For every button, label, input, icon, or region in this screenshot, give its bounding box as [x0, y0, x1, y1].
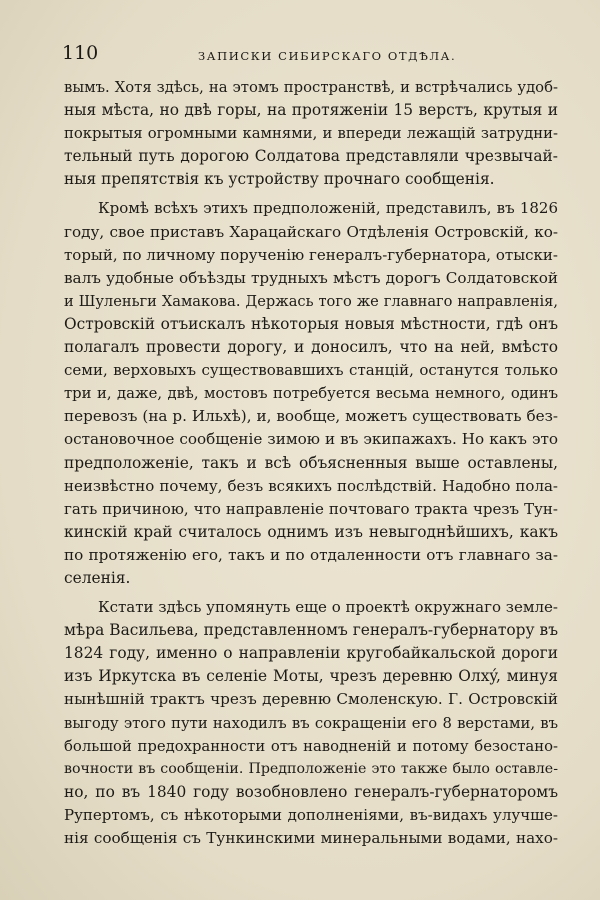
text-line: кинскій край считалось однимъ изъ невыгоднѣйшихъ, какъ: [64, 522, 558, 541]
text-line: неизвѣстно почему, безъ всякихъ послѣдствій. Надобно пола-: [64, 476, 558, 495]
text-line: нынѣшній трактъ чрезъ деревню Смоленскую. Г. Островскій: [64, 690, 558, 709]
text-line: покрытыя огромными камнями, и впереди лежащій затрудни-: [64, 125, 558, 143]
body-text: [64, 76, 558, 850]
text-line: ныя препятствія къ устройству прочнаго сообщенія.: [64, 170, 495, 189]
text-line: по протяженію его, такъ и по отдаленности отъ главнаго за-: [64, 545, 558, 564]
text-line: торый, по личному порученію генералъ-губернатора, отыски-: [64, 245, 558, 264]
paragraph-2: [64, 197, 558, 590]
text-line: нія сообщенія съ Тункинскими минеральными водами, нахо-: [64, 829, 558, 847]
text-line: селенія.: [64, 568, 131, 587]
text-line: гать причиною, что направленіе почтоваго тракта чрезъ Тун-: [64, 499, 558, 518]
text-line: ныя мѣста, но двѣ горы, на протяженіи 15 верстъ, крутыя и: [64, 101, 558, 120]
text-line: перевозъ (на р. Ильхѣ), и, вообще, можетъ существовать без-: [64, 407, 558, 426]
text-line: остановочное сообщеніе зимою и въ экипажахъ. Но какъ это: [64, 430, 558, 449]
text-line: три и, даже, двѣ, мостовъ потребуется весьма немного, одинъ: [64, 385, 558, 403]
page-number: 110: [62, 42, 99, 64]
text-line: мѣра Васильева, представленномъ генералъ-губернатору въ: [64, 621, 558, 640]
text-line: полагалъ провести дорогу, и доносилъ, что на ней, вмѣсто: [64, 338, 558, 357]
text-line: 1824 году, именно о направленіи кругобайкальской дороги: [64, 644, 558, 663]
text-line: но, по въ 1840 году возобновлено генералъ-губернаторомъ: [64, 782, 558, 801]
text-line: и Шуленьги Хамакова. Держась того же главнаго направленія,: [64, 292, 558, 310]
text-line: вымъ. Хотя здѣсь, на этомъ пространствѣ, и встрѣчались удоб-: [64, 79, 558, 96]
text-line: изъ Иркутска въ селеніе Моты, чрезъ деревню Олхý, минуя: [64, 667, 558, 686]
paragraph-1: [64, 76, 558, 191]
text-line: выгоду этого пути находилъ въ сокращеніи его 8 верстами, въ: [64, 714, 558, 732]
text-line: большой предохранности отъ наводненій и потому безостано-: [64, 737, 558, 755]
text-line: Рупертомъ, съ нѣкоторыми дополненіями, въ-видахъ улучше-: [64, 805, 558, 824]
text-line: Кромѣ всѣхъ этихъ предположеній, представилъ, въ 1826: [98, 199, 558, 218]
text-line: семи, верховыхъ существовавшихъ станцій, останутся только: [64, 361, 558, 380]
text-line: Кстати здѣсь упомянуть еще о проектѣ окружнаго земле-: [98, 598, 558, 617]
text-line: Островскій отъискалъ нѣкоторыя новыя мѣстности, гдѣ онъ: [64, 314, 558, 333]
running-head: ЗАПИСКИ СИБИРСКАГО ОТДѢЛА.: [198, 49, 457, 63]
paragraph-3: [64, 596, 558, 850]
text-line: тельный путь дорогою Солдатова представляли чрезвычай-: [64, 147, 558, 166]
text-line: предположеніе, такъ и всѣ объясненныя выше оставлены,: [64, 453, 558, 472]
text-line: году, свое приставъ Харацайскаго Отдѣленія Островскій, ко-: [64, 222, 558, 241]
text-line: вочности въ сообщеніи. Предположеніе это также было оставле-: [64, 760, 558, 777]
text-line: валъ удобные объѣзды трудныхъ мѣстъ дорогъ Солдатовской: [64, 268, 558, 287]
